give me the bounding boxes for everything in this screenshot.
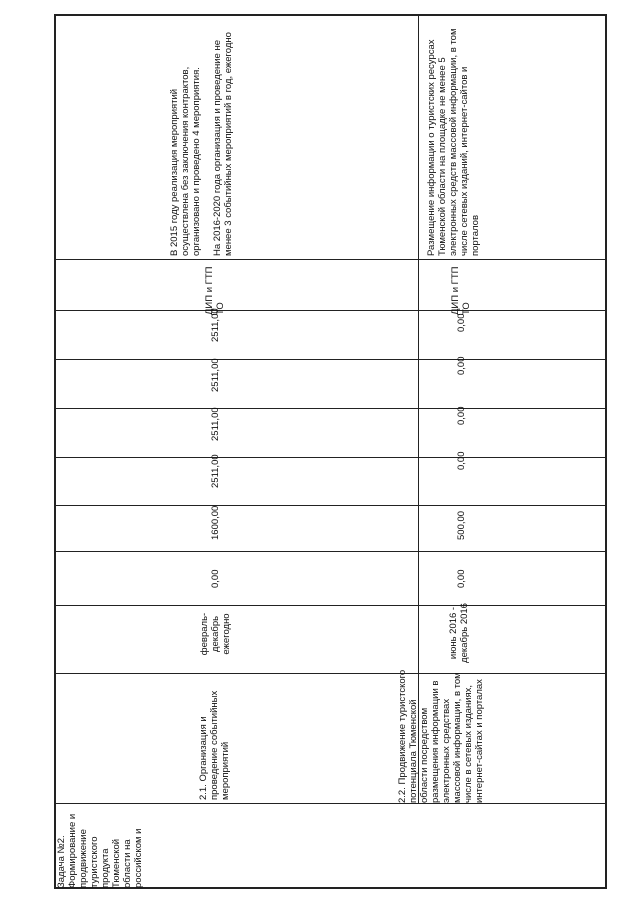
task-label: Задача №2. Формирование и продвижение туристского продукта Тюменской области на российском и xyxy=(56,813,144,888)
col-divider xyxy=(54,408,607,409)
executor-text: ДИП и ГТП ТО xyxy=(204,266,226,315)
measure-name: 2.2. Продвижение туристского потенциала Тюменской области посредством размещения информации в электронных средствах массовой информации, в том числе в сетевых изданиях, интернет-сайтах и порталах xyxy=(397,669,485,803)
value-cell: 0,00 xyxy=(456,406,467,425)
period-text: июнь 2016 - декабрь 2016 xyxy=(448,603,470,663)
col-divider xyxy=(54,310,607,311)
value-cell: 0,00 xyxy=(210,569,221,588)
value-cell: 500,00 xyxy=(456,510,467,540)
period-text: февраль-декабрь ежегодно xyxy=(199,612,232,656)
col-divider xyxy=(54,359,607,360)
col-divider xyxy=(54,457,607,458)
measure-name: 2.1. Организация и проведение событийных мероприятий xyxy=(198,690,231,800)
col-divider xyxy=(54,551,607,552)
table-frame xyxy=(54,14,607,889)
value-cell: 1600,00 xyxy=(210,505,221,540)
col-divider xyxy=(54,803,607,804)
value-cell: 0,00 xyxy=(456,313,467,332)
col-divider xyxy=(54,673,607,674)
value-cell: 0,00 xyxy=(456,451,467,470)
result-text xyxy=(470,24,490,256)
col-divider xyxy=(54,505,607,506)
executor-text: ДИП и ГТП ТО xyxy=(450,266,472,315)
value-cell: 0,00 xyxy=(456,356,467,375)
table-border-left xyxy=(54,14,56,889)
value-cell: 2511,00 xyxy=(210,358,221,392)
col-divider xyxy=(54,605,607,606)
result-text: В 2015 году реализация мероприятий осуществлена без заключения контрактов, организовано и проведено 4 мероприятия. xyxy=(169,66,202,256)
value-cell: 0,00 xyxy=(456,569,467,588)
result-text: Размещение информации о туристских ресурсах Тюменской области на площадке не менее 5 электронных средств массовой информации, в том числе сетевых изданий, интернет-сайтов и порталов xyxy=(426,28,481,256)
value-cell: 2511,00 xyxy=(210,454,221,488)
result-text: На 2016-2020 года организация и проведение не менее 3 событийных мероприятий в год, ежегодно xyxy=(212,32,234,256)
value-cell: 2511,00 xyxy=(210,308,221,342)
col-divider xyxy=(54,259,607,260)
table-border-top xyxy=(54,14,607,16)
value-cell: 2511,00 xyxy=(210,407,221,441)
table-border-right xyxy=(605,14,607,889)
